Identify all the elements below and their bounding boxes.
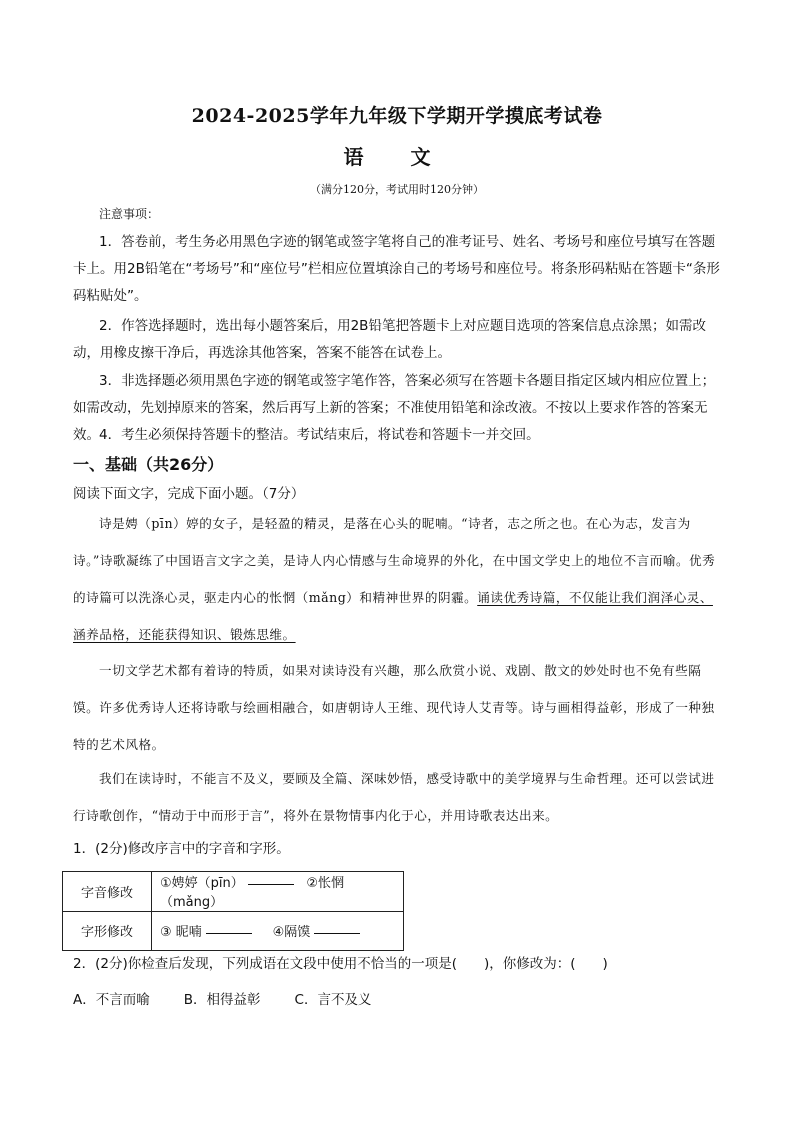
notice-item-3: 3．非选择题必须用黑色字迹的钢笔或签字笔作答，答案必须写在答题卡各题目指定区域内相应位置上；如需改动，先划掉原来的答案，然后再写上新的答案；不准使用铅笔和涂改液。不按以上要求作答的答案无效。 bbox=[73, 373, 716, 443]
option-c[interactable]: C．言不及义 bbox=[294, 992, 372, 1008]
passage-paragraph-2: 一切文学艺术都有着诗的特质，如果对读诗没有兴趣，那么欣赏小说、戏剧、散文的妙处时也不免有些隔馍。许多优秀诗人还将诗歌与绘画相融合，如唐朝诗人王维、现代诗人艾青等。诗与画相得益彰，形成了一种独特的艺术风格。 bbox=[73, 663, 715, 752]
notice-heading: 注意事项： bbox=[99, 207, 160, 221]
notice-item-1: 1．答卷前，考生务必用黑色字迹的钢笔或签字笔将自己的准考证号、姓名、考场号和座位号填写在答题卡上。用2B铅笔在“考场号”和“座位号”栏相应位置填涂自己的考场号和座位号。将条形码粘贴在答题卡“条形码粘贴处”。 bbox=[73, 234, 720, 304]
reading-instruction: 阅读下面文字，完成下面小题。（7分） bbox=[73, 486, 305, 502]
answer-blank-4[interactable] bbox=[314, 933, 360, 934]
passage-paragraph-1-text: 诗是娉（pīn）婷的女子，是轻盈的精灵，是落在心头的昵喃。“诗者，志之所之也。在心为志，发言为诗。”诗歌凝练了中国语言文字之美，是诗人内心情感与生命境界的外化，在中国文学史上的地位不言而喻。优秀的诗篇可以洗涤心灵，驱走内心的怅惘（mǎng）和精神世界的阴霾。 bbox=[73, 516, 716, 605]
question-2: 2．(2分)你检查后发现，下列成语在文段中使用不恰当的一项是( )，你修改为：( ) bbox=[73, 956, 608, 972]
notice-item-4: 4．考生必须保持答题卡的整洁。考试结束后，将试卷和答题卡一并交回。 bbox=[99, 427, 540, 443]
answer-item-1: ①娉婷（pīn） bbox=[160, 876, 244, 892]
pronunciation-answers bbox=[152, 872, 404, 912]
answer-item-2: ②怅惘（mǎng） bbox=[160, 876, 344, 911]
subject-title: 语 文 bbox=[343, 145, 451, 169]
table-row bbox=[63, 872, 404, 912]
section-title: 一、基础（共26分） bbox=[73, 455, 224, 474]
notice-item-2: 2．作答选择题时，选出每小题答案后，用2B铅笔把答题卡上对应题目选项的答案信息点涂黑；如需改动，用橡皮擦干净后，再选涂其他答案，答案不能答在试卷上。 bbox=[73, 318, 706, 361]
option-a[interactable]: A．不言而喻 bbox=[73, 992, 150, 1008]
character-answers bbox=[152, 911, 404, 951]
question-1: 1．(2分)修改序言中的字音和字形。 bbox=[73, 841, 290, 857]
answer-blank-1[interactable] bbox=[248, 884, 294, 885]
answer-blank-3[interactable] bbox=[206, 933, 252, 934]
question-2-options bbox=[73, 988, 371, 1008]
page-title: 2024-2025学年九年级下学期开学摸底考试卷 bbox=[191, 105, 603, 127]
option-b[interactable]: B．相得益彰 bbox=[183, 992, 261, 1008]
passage-paragraph-1 bbox=[73, 505, 723, 653]
table-label-pronunciation: 字音修改 bbox=[63, 872, 152, 912]
answer-item-4: ④隔馍 bbox=[272, 925, 311, 941]
answer-table bbox=[62, 871, 404, 951]
answer-item-3: ③ 昵喃 bbox=[160, 925, 202, 941]
table-row bbox=[63, 911, 404, 951]
score-info: （满分120分，考试用时120分钟） bbox=[310, 183, 484, 196]
passage-paragraph-3: 我们在读诗时，不能言不及义，要顾及全篇、深味妙悟，感受诗歌中的美学境界与生命哲理。还可以尝试进行诗歌创作，“情动于中而形于言”，将外在景物情事内化于心，并用诗歌表达出来。 bbox=[73, 771, 715, 823]
table-label-character: 字形修改 bbox=[63, 911, 152, 951]
underlined-sentence: 诵读优秀诗篇，不仅能让我们润泽心灵、涵养品格，还能获得知识、锻炼思维。 bbox=[73, 590, 713, 642]
